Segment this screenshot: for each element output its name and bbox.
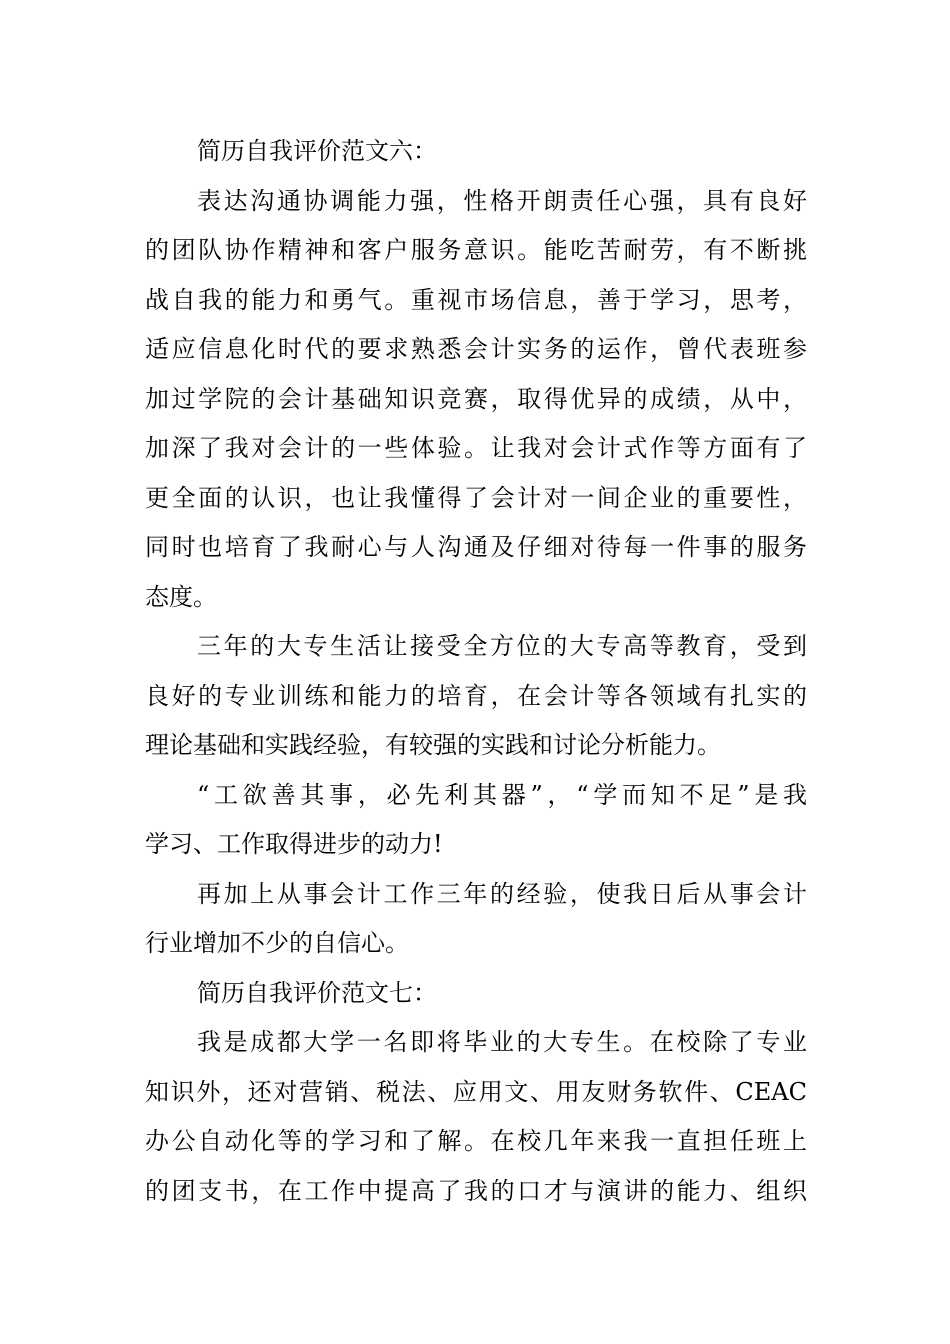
text-line: 加深了我对会计的一些体验。让我对会计式作等方面有了 — [145, 434, 807, 462]
text-line: 适应信息化时代的要求熟悉会计实务的运作，曾代表班参 — [145, 335, 807, 363]
text-line: 表达沟通协调能力强，性格开朗责任心强，具有良好 — [197, 186, 807, 215]
document-page — [145, 127, 807, 1216]
text-line: 的团支书，在工作中提高了我的口才与演讲的能力、组织 — [145, 1176, 807, 1205]
text-line: 更全面的认识，也让我懂得了会计对一间企业的重要性， — [145, 483, 807, 512]
text-line: 知识外，还对营销、税法、应用文、用友财务软件、CEAC — [145, 1077, 807, 1106]
text-line: 我是成都大学一名即将毕业的大专生。在校除了专业 — [197, 1028, 807, 1056]
text-line: 行业增加不少的自信心。 — [145, 929, 409, 957]
text-line: 加过学院的会计基础知识竞赛，取得优异的成绩，从中， — [145, 384, 807, 413]
text-line: 理论基础和实践经验，有较强的实践和讨论分析能力。 — [145, 731, 721, 759]
text-line: 再加上从事会计工作三年的经验，使我日后从事会计 — [197, 879, 807, 908]
text-line: 的团队协作精神和客户服务意识。能吃苦耐劳，有不断挑 — [145, 236, 807, 264]
text-line: 良好的专业训练和能力的培育，在会计等各领域有扎实的 — [145, 681, 807, 710]
text-line: 简历自我评价范文七： — [197, 978, 437, 1007]
text-line: 同时也培育了我耐心与人沟通及仔细对待每一件事的服务 — [145, 533, 807, 561]
text-line: 三年的大专生活让接受全方位的大专高等教育，受到 — [197, 632, 807, 660]
text-line: “工欲善其事，必先利其器”，“学而知不足”是我 — [197, 780, 807, 809]
text-line: 办公自动化等的学习和了解。在校几年来我一直担任班上 — [145, 1127, 807, 1155]
text-line: 态度。 — [145, 582, 217, 611]
text-line: 简历自我评价范文六： — [197, 137, 437, 165]
text-line: 战自我的能力和勇气。重视市场信息，善于学习，思考， — [145, 285, 807, 314]
text-line: 学习、工作取得进步的动力! — [145, 830, 443, 858]
